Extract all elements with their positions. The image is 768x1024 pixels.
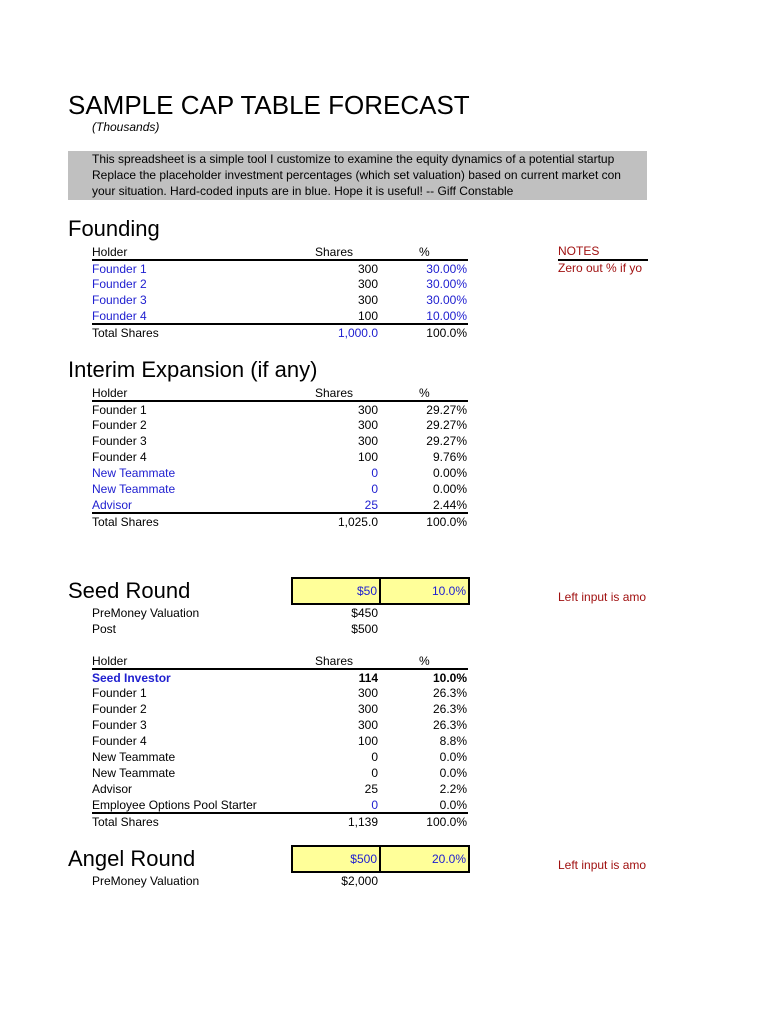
- pct-cell[interactable]: 29.27%: [426, 403, 467, 417]
- pct-cell[interactable]: 2.44%: [432, 498, 467, 512]
- total-shares[interactable]: 1,139: [347, 815, 378, 829]
- interim-header-row: [92, 385, 468, 401]
- table-row[interactable]: [92, 701, 468, 717]
- table-row[interactable]: [92, 765, 468, 781]
- holder-header: Holder: [92, 654, 128, 668]
- founding-title: Founding: [68, 216, 160, 241]
- table-row[interactable]: [92, 717, 468, 733]
- seed-premoney-row: [92, 605, 378, 621]
- shares-cell[interactable]: 100: [357, 309, 378, 323]
- holder-cell[interactable]: Seed Investor: [92, 671, 171, 685]
- seed-amount-input[interactable]: $50: [291, 577, 381, 605]
- holder-cell[interactable]: Founder 1: [92, 403, 147, 417]
- table-row[interactable]: [92, 292, 468, 308]
- description-line: Replace the placeholder investment percentages (which set valuation) based on current market con: [92, 168, 621, 182]
- shares-cell[interactable]: 25: [364, 498, 378, 512]
- holder-cell[interactable]: Advisor: [92, 782, 133, 796]
- holder-cell[interactable]: Employee Options Pool Starter: [92, 798, 257, 812]
- shares-cell[interactable]: 300: [357, 403, 378, 417]
- table-row[interactable]: [92, 308, 468, 324]
- holder-cell[interactable]: Founder 1: [92, 686, 147, 700]
- page-title: SAMPLE CAP TABLE FORECAST: [68, 90, 470, 120]
- holder-cell[interactable]: New Teammate: [92, 766, 176, 780]
- holder-header: Holder: [92, 386, 128, 400]
- holder-cell[interactable]: Founder 3: [92, 434, 147, 448]
- table-row[interactable]: [92, 259, 468, 277]
- angel-note: Left input is amo: [558, 858, 647, 872]
- table-row[interactable]: [92, 276, 468, 292]
- pct-header: %: [419, 245, 430, 259]
- holder-cell[interactable]: Founder 4: [92, 309, 147, 323]
- premoney-label: PreMoney Valuation: [92, 606, 200, 620]
- holder-cell[interactable]: Founder 3: [92, 718, 147, 732]
- premoney-value[interactable]: $2,000: [341, 874, 378, 888]
- shares-cell[interactable]: 300: [357, 718, 378, 732]
- pct-cell[interactable]: 0.0%: [439, 766, 467, 780]
- pct-header: %: [419, 654, 430, 668]
- pct-cell[interactable]: 8.8%: [439, 734, 467, 748]
- holder-cell[interactable]: Founder 2: [92, 418, 147, 432]
- total-shares[interactable]: 1,000.0: [337, 326, 378, 340]
- holder-cell[interactable]: New Teammate: [92, 750, 176, 764]
- post-label: Post: [92, 622, 117, 636]
- angel-amount-input[interactable]: $500: [291, 845, 381, 873]
- pct-cell[interactable]: 10.0%: [432, 671, 467, 685]
- holder-header: Holder: [92, 245, 128, 259]
- interim-title: Interim Expansion (if any): [68, 357, 318, 382]
- pct-cell[interactable]: 29.27%: [426, 434, 467, 448]
- holder-cell[interactable]: Founder 1: [92, 262, 147, 276]
- pct-cell[interactable]: 29.27%: [426, 418, 467, 432]
- holder-cell[interactable]: Founder 3: [92, 293, 147, 307]
- pct-cell[interactable]: 9.76%: [432, 450, 467, 464]
- pct-cell[interactable]: 0.00%: [432, 482, 467, 496]
- pct-cell[interactable]: 10.00%: [426, 309, 467, 323]
- table-row[interactable]: [92, 433, 468, 449]
- description-banner: [68, 151, 647, 200]
- shares-cell[interactable]: 114: [358, 671, 378, 685]
- premoney-value[interactable]: $450: [351, 606, 378, 620]
- angel-title: Angel Round: [68, 846, 196, 871]
- shares-header: Shares: [315, 654, 354, 668]
- table-row[interactable]: [92, 400, 468, 418]
- pct-cell[interactable]: 2.2%: [439, 782, 467, 796]
- pct-cell[interactable]: 26.3%: [432, 702, 467, 716]
- shares-cell[interactable]: 300: [357, 686, 378, 700]
- seed-title: Seed Round: [68, 578, 191, 603]
- total-pct[interactable]: 100.0%: [426, 326, 467, 340]
- founding-header-row: [92, 244, 468, 260]
- pct-cell[interactable]: 26.3%: [432, 686, 467, 700]
- seed-post-row: [92, 621, 378, 637]
- pct-cell[interactable]: 30.00%: [426, 262, 467, 276]
- pct-cell[interactable]: 30.00%: [426, 277, 467, 291]
- pct-cell[interactable]: 0.0%: [439, 750, 467, 764]
- total-label: Total Shares: [92, 515, 159, 529]
- total-label: Total Shares: [92, 815, 159, 829]
- shares-cell[interactable]: 300: [357, 434, 378, 448]
- shares-cell[interactable]: 300: [357, 262, 378, 276]
- total-pct[interactable]: 100.0%: [426, 515, 467, 529]
- seed-header-row: [92, 653, 468, 669]
- shares-cell[interactable]: 300: [357, 277, 378, 291]
- shares-cell[interactable]: 0: [371, 766, 378, 780]
- table-row[interactable]: [92, 749, 468, 765]
- table-row[interactable]: [92, 733, 468, 749]
- holder-cell[interactable]: Advisor: [92, 498, 133, 512]
- shares-cell[interactable]: 0: [371, 750, 378, 764]
- holder-cell[interactable]: Founder 4: [92, 734, 147, 748]
- description-line: your situation. Hard-coded inputs are in blue. Hope it is useful! -- Giff Constable: [92, 184, 514, 198]
- holder-cell[interactable]: Founder 2: [92, 277, 147, 291]
- pct-cell[interactable]: 0.00%: [432, 466, 467, 480]
- shares-header: Shares: [315, 245, 354, 259]
- table-row[interactable]: [92, 449, 468, 465]
- holder-cell[interactable]: Founder 4: [92, 450, 147, 464]
- premoney-label: PreMoney Valuation: [92, 874, 200, 888]
- total-row[interactable]: [92, 812, 468, 830]
- total-shares[interactable]: 1,025.0: [337, 515, 378, 529]
- table-row[interactable]: [92, 481, 468, 497]
- notes-label: NOTES: [558, 244, 600, 258]
- holder-cell[interactable]: New Teammate: [92, 466, 176, 480]
- table-row[interactable]: [92, 685, 468, 701]
- table-row[interactable]: [92, 797, 468, 813]
- table-row[interactable]: [92, 668, 468, 686]
- table-row[interactable]: [92, 417, 468, 433]
- pct-cell[interactable]: 30.00%: [426, 293, 467, 307]
- holder-cell[interactable]: Founder 2: [92, 702, 147, 716]
- table-row[interactable]: [92, 781, 468, 797]
- shares-cell[interactable]: 0: [371, 482, 378, 496]
- shares-cell[interactable]: 100: [357, 450, 378, 464]
- shares-cell[interactable]: 300: [357, 418, 378, 432]
- notes-text: Zero out % if yo: [558, 259, 648, 275]
- angel-premoney-row: [92, 873, 378, 889]
- total-row[interactable]: [92, 323, 468, 341]
- post-value[interactable]: $500: [351, 622, 378, 636]
- total-row[interactable]: [92, 512, 468, 530]
- shares-cell[interactable]: 25: [364, 782, 378, 796]
- shares-header: Shares: [315, 386, 354, 400]
- holder-cell[interactable]: New Teammate: [92, 482, 176, 496]
- angel-percent-input[interactable]: 20.0%: [379, 845, 470, 873]
- shares-cell[interactable]: 300: [357, 702, 378, 716]
- description-line: This spreadsheet is a simple tool I customize to examine the equity dynamics of a potential startup: [92, 152, 615, 166]
- shares-cell[interactable]: 0: [371, 466, 378, 480]
- pct-cell[interactable]: 26.3%: [432, 718, 467, 732]
- total-pct[interactable]: 100.0%: [426, 815, 467, 829]
- total-label: Total Shares: [92, 326, 159, 340]
- page-subtitle: (Thousands): [92, 120, 160, 134]
- shares-cell[interactable]: 100: [357, 734, 378, 748]
- seed-percent-input[interactable]: 10.0%: [379, 577, 470, 605]
- seed-note: Left input is amo: [558, 590, 647, 604]
- pct-header: %: [419, 386, 430, 400]
- pct-cell[interactable]: 0.0%: [439, 798, 467, 812]
- shares-cell[interactable]: 0: [371, 798, 378, 812]
- shares-cell[interactable]: 300: [357, 293, 378, 307]
- table-row[interactable]: [92, 465, 468, 481]
- table-row[interactable]: [92, 497, 468, 513]
